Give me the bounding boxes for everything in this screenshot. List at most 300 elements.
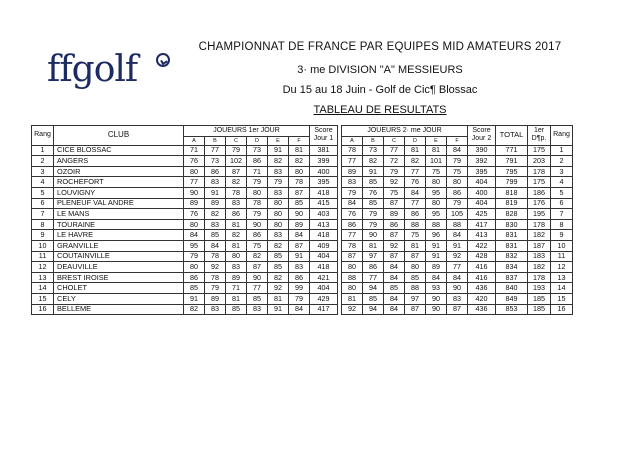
club-cell: COUTAINVILLE: [54, 251, 184, 262]
day1-score-cell: 90: [247, 272, 268, 283]
first-cell: 182: [528, 230, 551, 241]
score-day1-cell: 404: [310, 251, 338, 262]
header-score2-line1: Score: [472, 127, 491, 135]
score-day1-cell: 399: [310, 156, 338, 167]
day1-score-cell: 91: [268, 145, 289, 156]
rank-end-cell: 14: [551, 283, 573, 294]
day1-score-cell: 76: [184, 156, 205, 167]
day1-score-cell: 80: [268, 219, 289, 230]
header-day1-player: E: [268, 136, 289, 145]
score-day1-cell: 418: [310, 230, 338, 241]
total-cell: 830: [496, 219, 528, 230]
rank-end-cell: 10: [551, 240, 573, 251]
day2-score-cell: 90: [447, 283, 468, 294]
day1-score-cell: 85: [268, 251, 289, 262]
day1-score-cell: 89: [184, 198, 205, 209]
day1-score-cell: 77: [247, 283, 268, 294]
table-row: [32, 293, 573, 304]
rank-end-cell: 6: [551, 198, 573, 209]
table-row: [32, 262, 573, 273]
day1-score-cell: 89: [205, 198, 226, 209]
rank-end-cell: 12: [551, 262, 573, 273]
day1-score-cell: 91: [184, 293, 205, 304]
day2-score-cell: 75: [405, 230, 426, 241]
day1-score-cell: 82: [226, 230, 247, 241]
score-day2-cell: 404: [468, 177, 496, 188]
header-day1-player: F: [289, 136, 310, 145]
day2-score-cell: 84: [447, 272, 468, 283]
day1-score-cell: 84: [289, 230, 310, 241]
day1-score-cell: 77: [205, 145, 226, 156]
day2-score-cell: 89: [384, 209, 405, 220]
day1-score-cell: 82: [268, 240, 289, 251]
day1-score-cell: 82: [268, 156, 289, 167]
day1-score-cell: 79: [268, 177, 289, 188]
day2-score-cell: 81: [363, 240, 384, 251]
day2-score-cell: 84: [384, 272, 405, 283]
day2-score-cell: 87: [342, 251, 363, 262]
table-row: [32, 187, 573, 198]
header-day1-player: B: [205, 136, 226, 145]
day1-score-cell: 99: [289, 283, 310, 294]
header-day2-player: C: [384, 136, 405, 145]
day2-score-cell: 89: [342, 166, 363, 177]
table-row: [32, 283, 573, 294]
day2-score-cell: 81: [405, 240, 426, 251]
day1-score-cell: 79: [247, 209, 268, 220]
day1-score-cell: 79: [205, 283, 226, 294]
day2-score-cell: 87: [384, 198, 405, 209]
day2-score-cell: 78: [342, 145, 363, 156]
day1-score-cell: 95: [184, 240, 205, 251]
day1-score-cell: 80: [268, 209, 289, 220]
club-cell: CHOLET: [54, 283, 184, 294]
day1-score-cell: 83: [289, 262, 310, 273]
day1-score-cell: 87: [226, 166, 247, 177]
day2-score-cell: 84: [447, 145, 468, 156]
day2-score-cell: 86: [447, 187, 468, 198]
day2-score-cell: 75: [447, 166, 468, 177]
score-day2-cell: 436: [468, 304, 496, 315]
day1-score-cell: 71: [226, 283, 247, 294]
total-cell: 771: [496, 145, 528, 156]
day2-score-cell: 86: [384, 219, 405, 230]
rank-end-cell: 13: [551, 272, 573, 283]
rank-end-cell: 8: [551, 219, 573, 230]
club-cell: DEAUVILLE: [54, 262, 184, 273]
day1-score-cell: 79: [184, 251, 205, 262]
logo-checkmark-icon: [156, 53, 170, 67]
table-row: [32, 304, 573, 315]
total-cell: 828: [496, 209, 528, 220]
header-score1-line2: Jour 1: [313, 135, 334, 143]
day2-score-cell: 78: [342, 240, 363, 251]
day2-score-cell: 90: [426, 293, 447, 304]
day1-score-cell: 76: [184, 209, 205, 220]
day1-score-cell: 87: [289, 240, 310, 251]
day1-score-cell: 82: [247, 251, 268, 262]
total-cell: 791: [496, 156, 528, 167]
day2-score-cell: 85: [384, 283, 405, 294]
rank-end-cell: 16: [551, 304, 573, 315]
header-total: TOTAL: [496, 126, 528, 146]
day1-score-cell: 81: [226, 293, 247, 304]
score-day2-cell: 413: [468, 230, 496, 241]
first-cell: 185: [528, 304, 551, 315]
day1-score-cell: 83: [205, 304, 226, 315]
header-day1: JOUEURS 1er JOUR: [184, 126, 310, 137]
score-day2-cell: 417: [468, 219, 496, 230]
total-cell: 831: [496, 230, 528, 241]
day2-score-cell: 84: [426, 272, 447, 283]
day2-score-cell: 86: [363, 262, 384, 273]
day1-score-cell: 92: [268, 283, 289, 294]
day1-score-cell: 102: [226, 156, 247, 167]
score-day2-cell: 392: [468, 156, 496, 167]
day1-score-cell: 73: [247, 145, 268, 156]
day2-score-cell: 87: [384, 230, 405, 241]
header-score1: [310, 126, 338, 146]
day2-score-cell: 90: [426, 304, 447, 315]
day2-score-cell: 88: [342, 272, 363, 283]
first-cell: 175: [528, 177, 551, 188]
rank-cell: 4: [32, 177, 54, 188]
day2-score-cell: 84: [405, 187, 426, 198]
first-cell: 175: [528, 145, 551, 156]
day2-score-cell: 87: [447, 304, 468, 315]
table-row: [32, 219, 573, 230]
first-cell: 195: [528, 209, 551, 220]
club-cell: BREST IROISE: [54, 272, 184, 283]
day2-score-cell: 92: [384, 240, 405, 251]
club-cell: ROCHEFORT: [54, 177, 184, 188]
rank-cell: 1: [32, 145, 54, 156]
header-day2: JOUEURS 2· me JOUR: [342, 126, 468, 137]
total-cell: 818: [496, 187, 528, 198]
day1-score-cell: 80: [184, 219, 205, 230]
score-day1-cell: 395: [310, 177, 338, 188]
day2-score-cell: 105: [447, 209, 468, 220]
day1-score-cell: 75: [247, 240, 268, 251]
day1-score-cell: 86: [184, 272, 205, 283]
table-row: [32, 177, 573, 188]
rank-cell: 6: [32, 198, 54, 209]
day1-score-cell: 81: [268, 293, 289, 304]
score-day1-cell: 404: [310, 283, 338, 294]
day2-score-cell: 72: [384, 156, 405, 167]
day2-score-cell: 80: [447, 177, 468, 188]
score-day1-cell: 381: [310, 145, 338, 156]
rank-cell: 9: [32, 230, 54, 241]
day2-score-cell: 92: [447, 251, 468, 262]
day1-score-cell: 80: [289, 166, 310, 177]
score-day2-cell: 428: [468, 251, 496, 262]
day1-score-cell: 87: [289, 187, 310, 198]
rank-end-cell: 5: [551, 187, 573, 198]
rank-cell: 7: [32, 209, 54, 220]
day2-score-cell: 87: [384, 251, 405, 262]
day1-score-cell: 86: [205, 166, 226, 177]
rank-cell: 11: [32, 251, 54, 262]
header-day1-player: A: [184, 136, 205, 145]
first-cell: 203: [528, 156, 551, 167]
day1-score-cell: 81: [226, 219, 247, 230]
day1-score-cell: 91: [289, 251, 310, 262]
day1-score-cell: 78: [247, 198, 268, 209]
first-cell: 183: [528, 251, 551, 262]
header-first-line2: D¶p.: [531, 135, 547, 143]
first-cell: 182: [528, 262, 551, 273]
header-rang-end: Rang: [551, 126, 573, 146]
total-cell: 849: [496, 293, 528, 304]
day1-score-cell: 92: [205, 262, 226, 273]
header-club: CLUB: [54, 126, 184, 146]
day2-score-cell: 84: [447, 230, 468, 241]
day1-score-cell: 86: [289, 272, 310, 283]
day2-score-cell: 85: [405, 272, 426, 283]
day2-score-cell: 84: [384, 304, 405, 315]
score-day2-cell: 436: [468, 283, 496, 294]
table-row: [32, 230, 573, 241]
club-cell: LE MANS: [54, 209, 184, 220]
day1-score-cell: 83: [268, 230, 289, 241]
day2-score-cell: 91: [426, 240, 447, 251]
day2-score-cell: 85: [363, 293, 384, 304]
day1-score-cell: 83: [205, 177, 226, 188]
day2-score-cell: 75: [384, 187, 405, 198]
score-day1-cell: 418: [310, 262, 338, 273]
day1-score-cell: 77: [184, 177, 205, 188]
club-cell: ANGERS: [54, 156, 184, 167]
day1-score-cell: 87: [247, 262, 268, 273]
rank-cell: 13: [32, 272, 54, 283]
day1-score-cell: 82: [226, 177, 247, 188]
day1-score-cell: 82: [184, 304, 205, 315]
rank-cell: 8: [32, 219, 54, 230]
day2-score-cell: 93: [426, 283, 447, 294]
day2-score-cell: 81: [342, 293, 363, 304]
score-day2-cell: 395: [468, 166, 496, 177]
day2-score-cell: 79: [363, 209, 384, 220]
day2-score-cell: 79: [342, 187, 363, 198]
day2-score-cell: 83: [342, 177, 363, 188]
score-day2-cell: 416: [468, 272, 496, 283]
total-cell: 853: [496, 304, 528, 315]
day1-score-cell: 91: [205, 187, 226, 198]
day1-score-cell: 90: [289, 209, 310, 220]
total-cell: 837: [496, 272, 528, 283]
day2-score-cell: 82: [363, 156, 384, 167]
day1-score-cell: 86: [247, 156, 268, 167]
rank-cell: 15: [32, 293, 54, 304]
table-row: [32, 209, 573, 220]
day2-score-cell: 86: [405, 209, 426, 220]
day1-score-cell: 84: [289, 304, 310, 315]
day2-score-cell: 77: [405, 198, 426, 209]
total-cell: 840: [496, 283, 528, 294]
day2-score-cell: 84: [384, 262, 405, 273]
rank-cell: 10: [32, 240, 54, 251]
day2-score-cell: 89: [426, 262, 447, 273]
day1-score-cell: 85: [289, 198, 310, 209]
day2-score-cell: 90: [363, 230, 384, 241]
total-cell: 834: [496, 262, 528, 273]
table-row: [32, 198, 573, 209]
club-cell: LOUVIGNY: [54, 187, 184, 198]
day2-score-cell: 84: [384, 293, 405, 304]
total-cell: 819: [496, 198, 528, 209]
day1-score-cell: 82: [289, 156, 310, 167]
header-day2-player: B: [363, 136, 384, 145]
day2-score-cell: 92: [384, 177, 405, 188]
day2-score-cell: 81: [426, 145, 447, 156]
results-body: [32, 145, 573, 315]
rank-end-cell: 7: [551, 209, 573, 220]
day2-score-cell: 91: [426, 251, 447, 262]
header-score2-line2: Jour 2: [471, 135, 492, 143]
day1-score-cell: 83: [268, 187, 289, 198]
club-cell: LE HAVRE: [54, 230, 184, 241]
header-score2: [468, 126, 496, 146]
day1-score-cell: 80: [226, 251, 247, 262]
day2-score-cell: 88: [405, 283, 426, 294]
day2-score-cell: 77: [342, 230, 363, 241]
day1-score-cell: 86: [226, 209, 247, 220]
division-label: 3· me DIVISION "A" MESSIEURS: [297, 64, 463, 76]
first-cell: 186: [528, 187, 551, 198]
header-first: [528, 126, 551, 146]
day1-score-cell: 83: [226, 198, 247, 209]
results-subtitle: TABLEAU DE RESULTATS: [313, 104, 447, 116]
day2-score-cell: 101: [426, 156, 447, 167]
table-row: [32, 240, 573, 251]
rank-end-cell: 2: [551, 156, 573, 167]
day1-score-cell: 79: [247, 177, 268, 188]
day2-score-cell: 77: [405, 166, 426, 177]
event-dates: Du 15 au 18 Juin - Golf de Cic¶ Blossac: [282, 84, 478, 96]
day1-score-cell: 85: [226, 304, 247, 315]
score-day1-cell: 400: [310, 166, 338, 177]
day1-score-cell: 79: [226, 145, 247, 156]
table-row: [32, 145, 573, 156]
club-cell: CICE BLOSSAC: [54, 145, 184, 156]
day1-score-cell: 82: [205, 209, 226, 220]
day2-score-cell: 76: [342, 209, 363, 220]
score-day1-cell: 413: [310, 219, 338, 230]
score-day1-cell: 415: [310, 198, 338, 209]
day1-score-cell: 78: [205, 272, 226, 283]
table-row: [32, 251, 573, 262]
day2-score-cell: 77: [384, 145, 405, 156]
day1-score-cell: 73: [205, 156, 226, 167]
day2-score-cell: 80: [405, 262, 426, 273]
rank-cell: 5: [32, 187, 54, 198]
day2-score-cell: 88: [426, 219, 447, 230]
total-cell: 799: [496, 177, 528, 188]
day2-score-cell: 91: [363, 166, 384, 177]
day2-score-cell: 80: [426, 177, 447, 188]
first-cell: 193: [528, 283, 551, 294]
day1-score-cell: 83: [247, 304, 268, 315]
score-day1-cell: 409: [310, 240, 338, 251]
total-cell: 832: [496, 251, 528, 262]
rank-end-cell: 9: [551, 230, 573, 241]
day1-score-cell: 85: [247, 293, 268, 304]
header-day2-player: A: [342, 136, 363, 145]
day1-score-cell: 81: [289, 145, 310, 156]
header-score1-line1: Score: [314, 127, 333, 135]
day2-score-cell: 87: [405, 304, 426, 315]
first-cell: 178: [528, 166, 551, 177]
score-day1-cell: 418: [310, 187, 338, 198]
day2-score-cell: 80: [342, 262, 363, 273]
first-cell: 185: [528, 293, 551, 304]
day2-score-cell: 97: [363, 251, 384, 262]
rank-end-cell: 4: [551, 177, 573, 188]
rank-end-cell: 11: [551, 251, 573, 262]
day1-score-cell: 85: [205, 230, 226, 241]
header-first-line1: 1er: [533, 127, 545, 135]
day2-score-cell: 79: [447, 156, 468, 167]
club-cell: CELY: [54, 293, 184, 304]
header-day2-player: E: [426, 136, 447, 145]
day2-score-cell: 94: [363, 304, 384, 315]
results-table: [31, 125, 573, 315]
score-day2-cell: 400: [468, 187, 496, 198]
first-cell: 187: [528, 240, 551, 251]
score-day1-cell: 429: [310, 293, 338, 304]
total-cell: 831: [496, 240, 528, 251]
day1-score-cell: 80: [184, 166, 205, 177]
score-day1-cell: 417: [310, 304, 338, 315]
rank-end-cell: 15: [551, 293, 573, 304]
club-cell: OZOIR: [54, 166, 184, 177]
score-day2-cell: 425: [468, 209, 496, 220]
day2-score-cell: 80: [342, 283, 363, 294]
day1-score-cell: 80: [184, 262, 205, 273]
rank-cell: 16: [32, 304, 54, 315]
table-row: [32, 272, 573, 283]
day2-score-cell: 83: [447, 293, 468, 304]
score-day2-cell: 404: [468, 198, 496, 209]
table-row: [32, 156, 573, 167]
day2-score-cell: 96: [426, 230, 447, 241]
first-cell: 178: [528, 272, 551, 283]
day1-score-cell: 83: [268, 166, 289, 177]
rank-cell: 12: [32, 262, 54, 273]
day2-score-cell: 84: [342, 198, 363, 209]
day1-score-cell: 89: [205, 293, 226, 304]
rank-end-cell: 3: [551, 166, 573, 177]
header-day2-player: F: [447, 136, 468, 145]
day1-score-cell: 79: [289, 293, 310, 304]
day2-score-cell: 79: [363, 219, 384, 230]
header-row-1: [32, 126, 573, 137]
header-day1-player: C: [226, 136, 247, 145]
day2-score-cell: 88: [447, 219, 468, 230]
day2-score-cell: 92: [342, 304, 363, 315]
day1-score-cell: 78: [205, 251, 226, 262]
rank-cell: 3: [32, 166, 54, 177]
day2-score-cell: 85: [363, 198, 384, 209]
score-day2-cell: 416: [468, 262, 496, 273]
first-cell: 176: [528, 198, 551, 209]
day2-score-cell: 85: [363, 177, 384, 188]
score-day2-cell: 422: [468, 240, 496, 251]
day2-score-cell: 95: [426, 209, 447, 220]
day2-score-cell: 79: [384, 166, 405, 177]
day2-score-cell: 94: [363, 283, 384, 294]
